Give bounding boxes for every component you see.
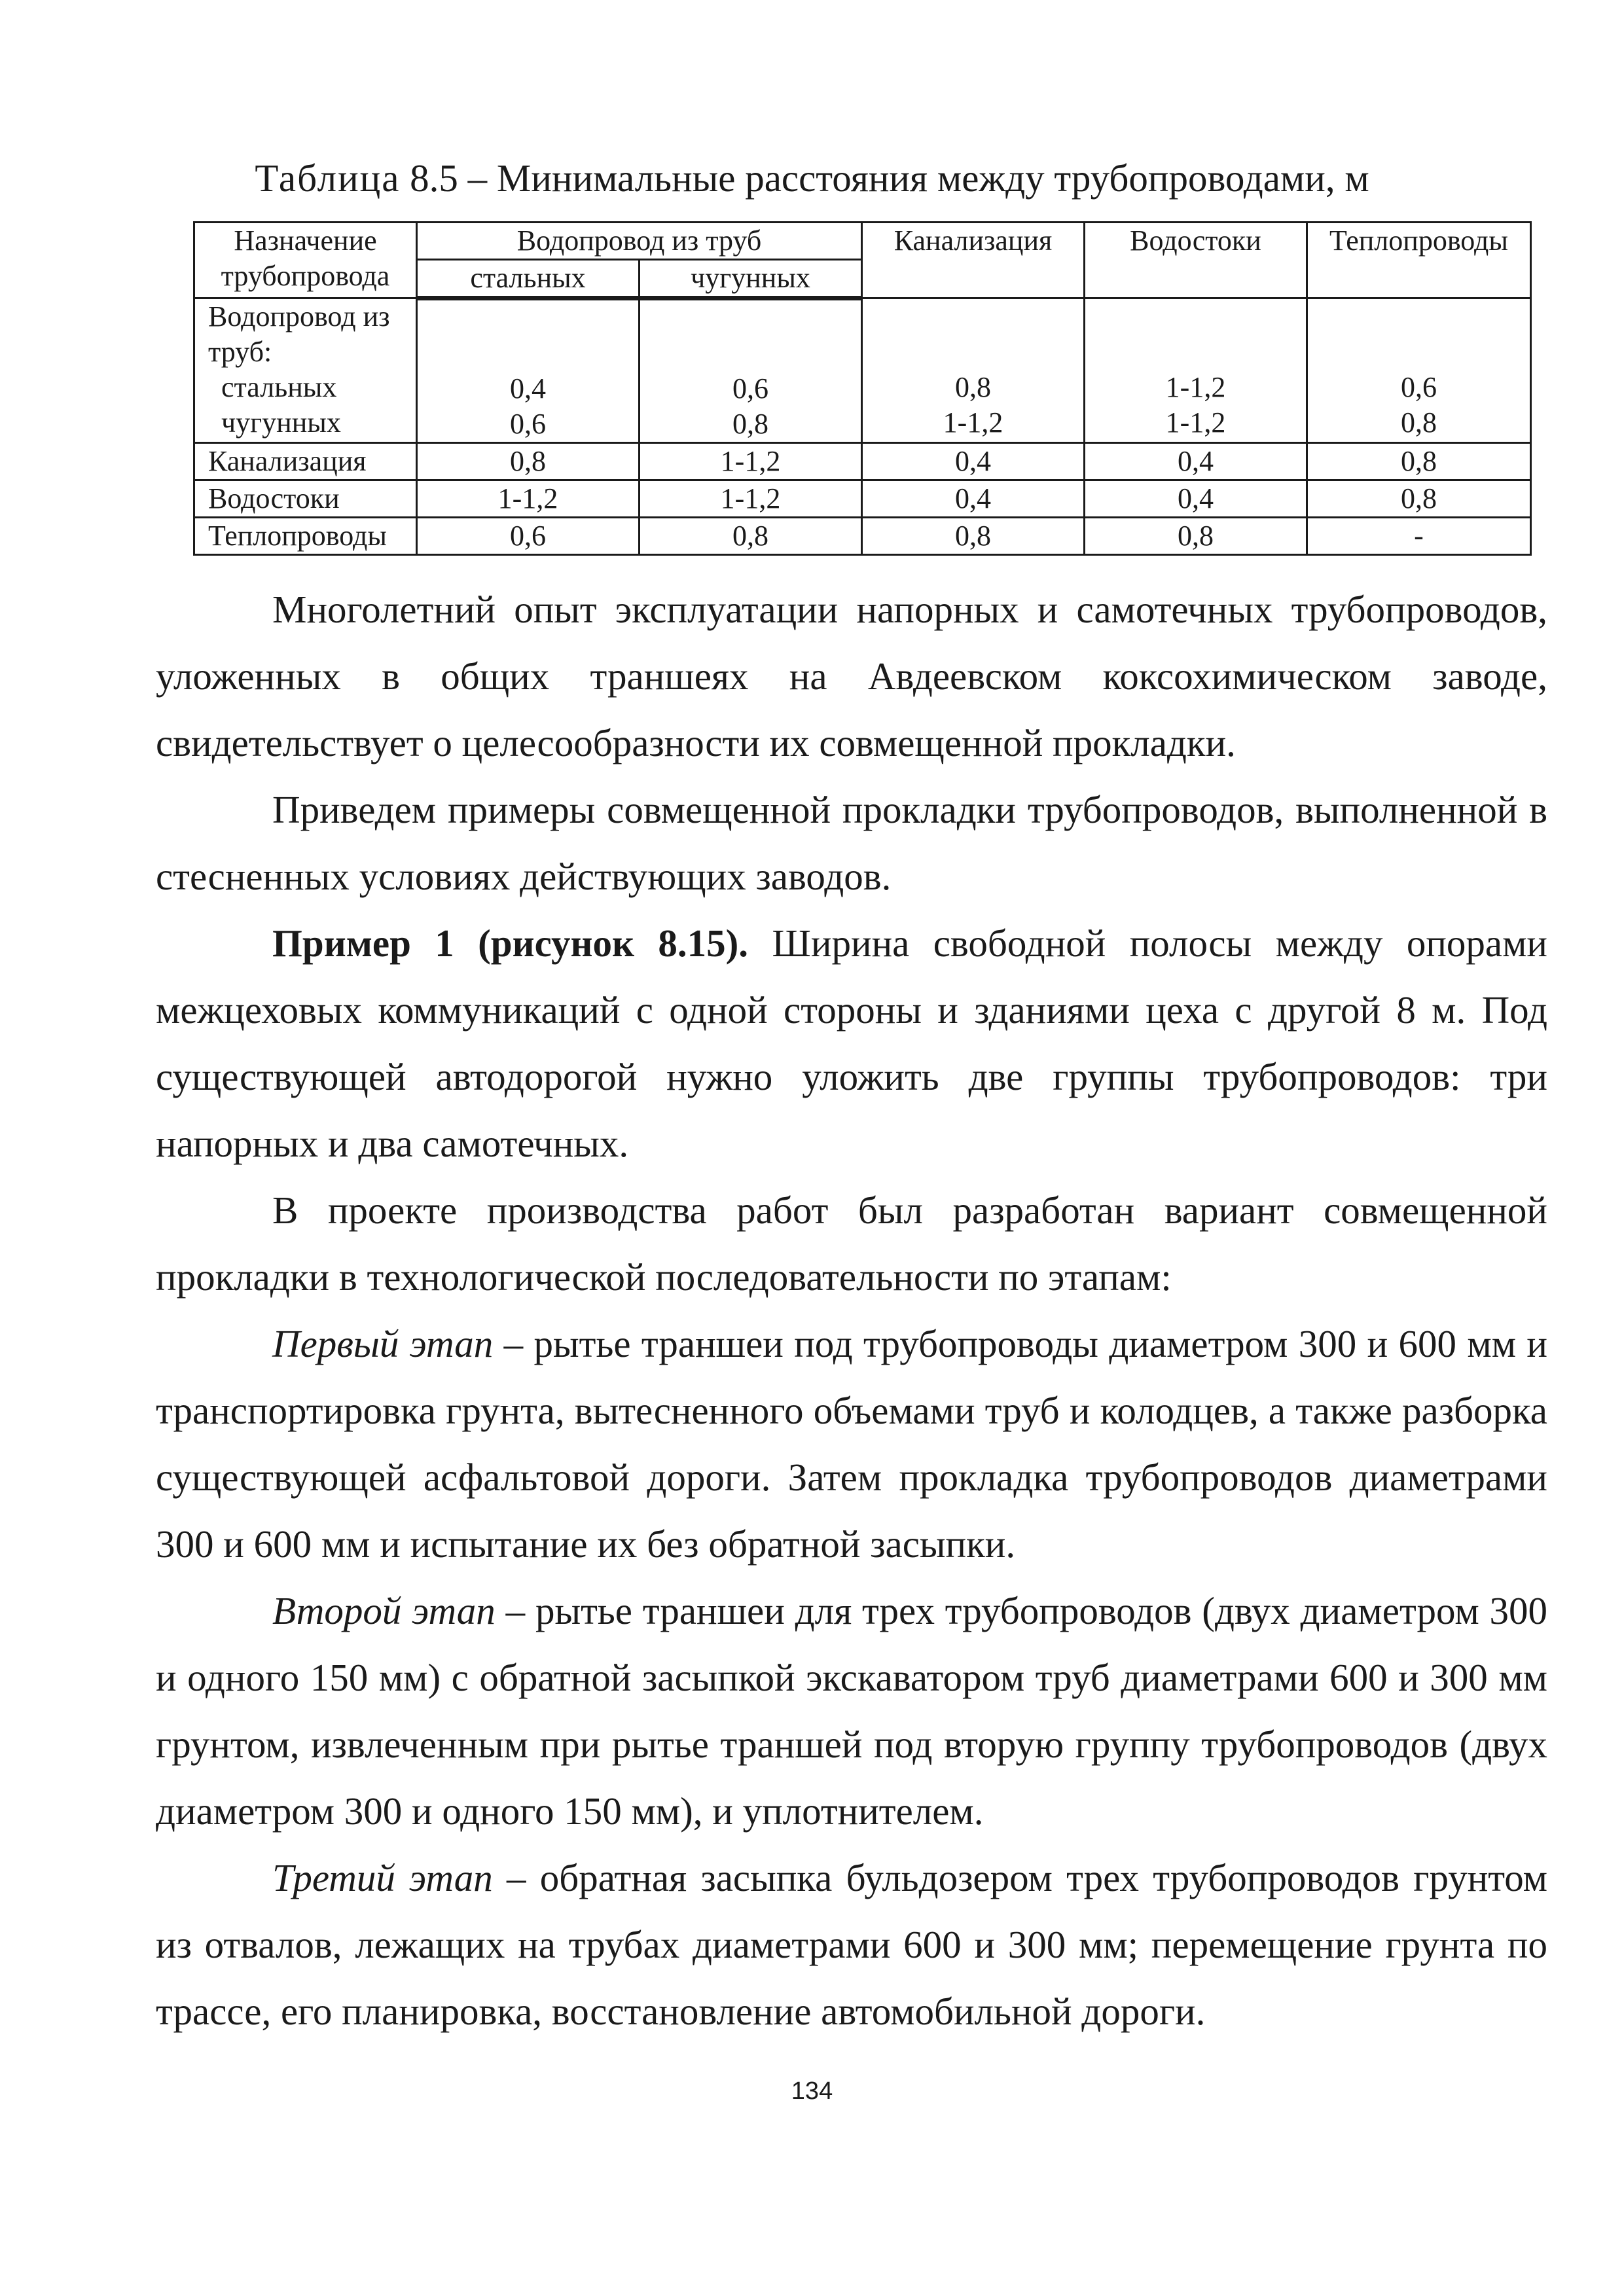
row-name-steel: стальных — [221, 371, 337, 403]
table-row-water-group — [194, 298, 1531, 443]
header-purpose-line1: Назначение — [234, 224, 377, 257]
cell-value: - — [1307, 518, 1531, 555]
paragraph-examples-intro: Приведем примеры совмещенной прокладки трубопроводов, выполненной в стесненных условиях действующих заводов. — [156, 788, 1547, 898]
table-row-drains — [194, 480, 1531, 518]
cell-value: 1-1,2 — [417, 480, 640, 518]
header-water-pipes: Водопровод из труб — [417, 223, 862, 260]
distance-table — [193, 221, 1532, 556]
caption-number: 8.5 — [410, 156, 458, 200]
cell-value: 0,8 — [417, 443, 640, 480]
header-purpose — [194, 223, 417, 298]
group-label-line2: труб: — [208, 336, 272, 368]
cell-value: 0,8 — [1085, 518, 1307, 555]
cell-value: 0,6 — [510, 408, 546, 440]
cell-value: 0,8 — [1401, 406, 1437, 439]
cell-value: 0,4 — [1085, 480, 1307, 518]
cell-value: 0,8 — [732, 408, 768, 440]
row-name: Теплопроводы — [194, 518, 417, 555]
group-label-line1: Водопровод из — [208, 300, 390, 332]
cell-value: 0,4 — [510, 372, 546, 404]
group-label-cell — [194, 298, 417, 443]
stage-1-text: – рытье траншеи под трубопроводы диаметром 300 и 600 мм и транспортировка грунта, вытесненного объемами труб и колодцев, а также разборка существующей асфальтовой дороги. Затем прокладка трубопроводов диаметрами 300 и 600 мм и испытание их без обратной засыпки. — [156, 1322, 1547, 1566]
example-1-heading: Пример 1 (рисунок 8.15). — [272, 922, 749, 965]
row-name: Водостоки — [194, 480, 417, 518]
paragraph-project: В проекте производства работ был разработан вариант совмещенной прокладки в технологической последовательности по этапам: — [156, 1189, 1547, 1299]
cell-value: 0,8 — [955, 371, 991, 403]
stage-3-text: – обратная засыпка бульдозером трех трубопроводов грунтом из отвалов, лежащих на трубах диаметрами 600 и 300 мм; перемещение грунта по трассе, его планировка, восстановление автомобильной дороги. — [156, 1856, 1547, 2033]
cell-value: 0,4 — [862, 443, 1085, 480]
cell-value: 1-1,2 — [943, 406, 1003, 439]
cell-value: 0,6 — [1401, 371, 1437, 403]
row-name-cast-iron: чугунных — [221, 406, 341, 439]
cell-value: 0,6 — [732, 372, 768, 404]
cell-value: 1-1,2 — [640, 443, 862, 480]
cell-value: 1-1,2 — [1165, 406, 1226, 439]
table-header-row — [194, 223, 1531, 260]
cell-value: 1-1,2 — [1165, 371, 1226, 403]
cell-value: 0,8 — [862, 518, 1085, 555]
cell-value: 1-1,2 — [640, 480, 862, 518]
cell-value: 0,4 — [1085, 443, 1307, 480]
header-steel: стальных — [417, 260, 640, 298]
cell-drains-group — [1085, 298, 1307, 443]
paragraph-experience: Многолетний опыт эксплуатации напорных и самотечных трубопроводов, уложенных в общих траншеях на Авдеевском коксохимическом заводе, свидетельствует о целесообразности их совмещенной прокладки. — [156, 588, 1547, 764]
header-drains: Водостоки — [1085, 223, 1307, 298]
table-row-heat — [194, 518, 1531, 555]
table-row-sewer — [194, 443, 1531, 480]
cell-value: 0,6 — [417, 518, 640, 555]
paragraph-stage-3 — [156, 1844, 1547, 2045]
stage-2-text: – рытье траншеи для трех трубопроводов (двух диаметром 300 и одного 150 мм) с обратной засыпкой экскаватором труб диаметрами 600 и 300 мм грунтом, извлеченным при рытье траншей под вторую группу трубопроводов (двух диаметром 300 и одного 150 мм), и уплотнителем. — [156, 1589, 1548, 1833]
paragraph-stage-2 — [156, 1577, 1547, 1844]
header-sewer: Канализация — [862, 223, 1085, 298]
body-text — [156, 576, 1547, 2045]
page-number: 134 — [791, 2077, 833, 2105]
header-heat: Теплопроводы — [1307, 223, 1531, 298]
row-name: Канализация — [194, 443, 417, 480]
example-1-text: Ширина свободной полосы между опорами межцеховых коммуникаций с одной стороны и зданиями цеха с другой 8 м. Под существующей автодорогой нужно уложить две группы трубопроводов: три напорных и два самотечных. — [156, 922, 1547, 1165]
caption-title: – Минимальные расстояния между трубопроводами, м — [467, 156, 1369, 200]
paragraph-example-1 — [156, 910, 1547, 1177]
cell-sewer-group — [862, 298, 1085, 443]
stage-3-label: Третий этап — [272, 1856, 493, 1899]
cell-heat-group — [1307, 298, 1531, 443]
cell-steel-group — [417, 298, 640, 443]
cell-value: 0,4 — [862, 480, 1085, 518]
header-cast-iron: чугунных — [640, 260, 862, 298]
cell-value: 0,8 — [1307, 480, 1531, 518]
cell-cast-iron-group — [640, 298, 862, 443]
cell-value: 0,8 — [1307, 443, 1531, 480]
paragraph-stage-1 — [156, 1310, 1547, 1577]
stage-2-label: Второй этап — [272, 1589, 496, 1632]
cell-value: 0,8 — [640, 518, 862, 555]
header-purpose-line2: трубопровода — [221, 260, 390, 292]
stage-1-label: Первый этап — [272, 1322, 494, 1365]
table-caption — [0, 152, 1624, 204]
caption-label: Таблица — [255, 156, 401, 200]
